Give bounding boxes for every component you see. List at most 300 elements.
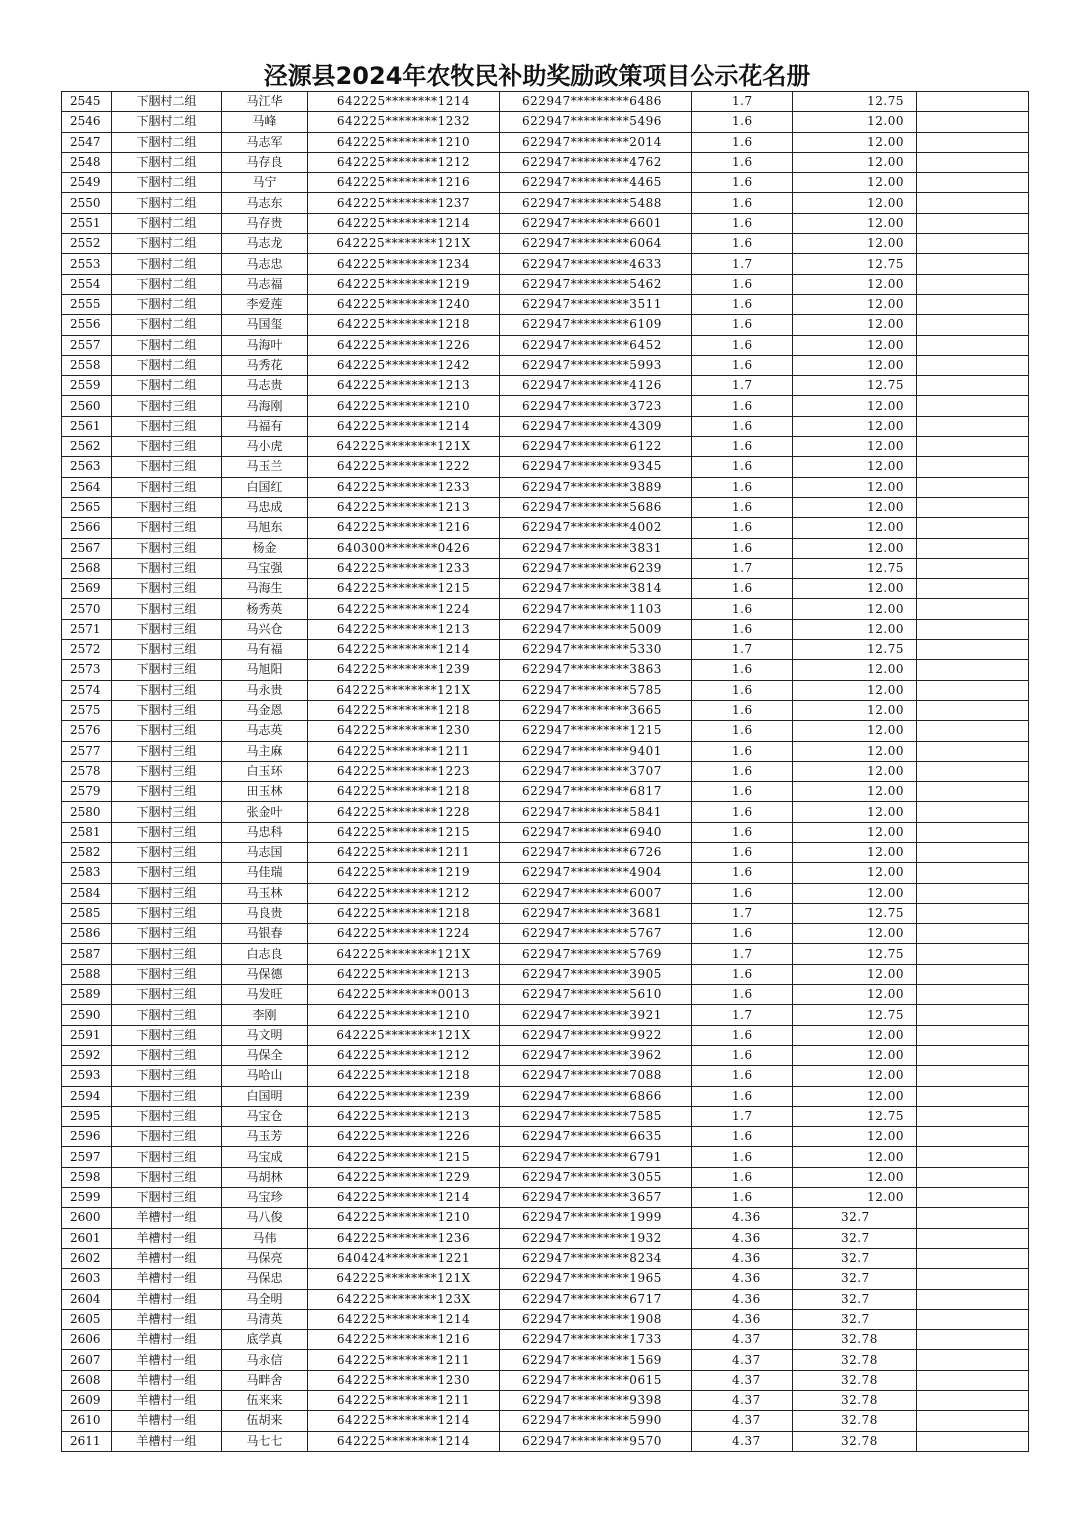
village-group: 下胭村三组 bbox=[112, 782, 222, 802]
area-value: 1.7 bbox=[692, 254, 793, 274]
table-row bbox=[62, 761, 1029, 781]
id-number: 642225********1210 bbox=[308, 1208, 500, 1228]
subsidy-amount: 32.7 bbox=[793, 1228, 917, 1248]
person-name: 马金恩 bbox=[222, 700, 308, 720]
id-number: 642225********1214 bbox=[308, 1411, 500, 1431]
id-number: 642225********1218 bbox=[308, 315, 500, 335]
area-value: 1.6 bbox=[692, 883, 793, 903]
village-group: 下胭村三组 bbox=[112, 761, 222, 781]
subsidy-amount: 12.75 bbox=[793, 254, 917, 274]
subsidy-amount: 12.00 bbox=[793, 234, 917, 254]
area-value: 1.6 bbox=[692, 822, 793, 842]
id-number: 642225********1226 bbox=[308, 335, 500, 355]
row-number: 2569 bbox=[62, 579, 112, 599]
id-number: 642225********1212 bbox=[308, 883, 500, 903]
subsidy-amount: 12.00 bbox=[793, 335, 917, 355]
area-value: 1.6 bbox=[692, 924, 793, 944]
table-row bbox=[62, 1005, 1029, 1025]
account-number: 622947*********3723 bbox=[500, 396, 692, 416]
row-number: 2563 bbox=[62, 457, 112, 477]
id-number: 642225********1233 bbox=[308, 477, 500, 497]
subsidy-amount: 12.00 bbox=[793, 883, 917, 903]
table-row bbox=[62, 416, 1029, 436]
table-row bbox=[62, 376, 1029, 396]
table-row bbox=[62, 1167, 1029, 1187]
village-group: 羊槽村一组 bbox=[112, 1391, 222, 1411]
area-value: 1.6 bbox=[692, 416, 793, 436]
village-group: 下胭村二组 bbox=[112, 335, 222, 355]
person-name: 马志龙 bbox=[222, 234, 308, 254]
area-value: 4.37 bbox=[692, 1350, 793, 1370]
area-value: 1.7 bbox=[692, 944, 793, 964]
village-group: 下胭村三组 bbox=[112, 538, 222, 558]
remark bbox=[917, 1167, 1029, 1187]
remark bbox=[917, 985, 1029, 1005]
subsidy-amount: 12.00 bbox=[793, 599, 917, 619]
account-number: 622947*********6239 bbox=[500, 558, 692, 578]
remark bbox=[917, 761, 1029, 781]
subsidy-amount: 32.7 bbox=[793, 1208, 917, 1228]
remark bbox=[917, 193, 1029, 213]
subsidy-amount: 12.00 bbox=[793, 396, 917, 416]
remark bbox=[917, 660, 1029, 680]
area-value: 1.6 bbox=[692, 863, 793, 883]
person-name: 马宝强 bbox=[222, 558, 308, 578]
row-number: 2556 bbox=[62, 315, 112, 335]
row-number: 2555 bbox=[62, 294, 112, 314]
remark bbox=[917, 863, 1029, 883]
subsidy-amount: 12.00 bbox=[793, 680, 917, 700]
table-row bbox=[62, 1289, 1029, 1309]
person-name: 马畔舍 bbox=[222, 1370, 308, 1390]
id-number: 642225********1212 bbox=[308, 1045, 500, 1065]
id-number: 642225********121X bbox=[308, 234, 500, 254]
row-number: 2591 bbox=[62, 1025, 112, 1045]
subsidy-amount: 12.00 bbox=[793, 924, 917, 944]
table-row bbox=[62, 721, 1029, 741]
id-number: 642225********1215 bbox=[308, 1147, 500, 1167]
area-value: 1.6 bbox=[692, 599, 793, 619]
person-name: 马旭阳 bbox=[222, 660, 308, 680]
subsidy-amount: 12.00 bbox=[793, 1167, 917, 1187]
area-value: 1.6 bbox=[692, 234, 793, 254]
account-number: 622947*********5767 bbox=[500, 924, 692, 944]
remark bbox=[917, 558, 1029, 578]
row-number: 2561 bbox=[62, 416, 112, 436]
area-value: 1.6 bbox=[692, 355, 793, 375]
table-row bbox=[62, 599, 1029, 619]
id-number: 642225********1214 bbox=[308, 92, 500, 112]
area-value: 1.6 bbox=[692, 396, 793, 416]
person-name: 马存贵 bbox=[222, 213, 308, 233]
table-row bbox=[62, 1106, 1029, 1126]
person-name: 白国明 bbox=[222, 1086, 308, 1106]
id-number: 642225********0013 bbox=[308, 985, 500, 1005]
area-value: 1.6 bbox=[692, 1147, 793, 1167]
row-number: 2579 bbox=[62, 782, 112, 802]
village-group: 下胭村三组 bbox=[112, 863, 222, 883]
row-number: 2566 bbox=[62, 518, 112, 538]
area-value: 4.37 bbox=[692, 1370, 793, 1390]
subsidy-amount: 12.00 bbox=[793, 173, 917, 193]
remark bbox=[917, 1370, 1029, 1390]
remark bbox=[917, 1066, 1029, 1086]
id-number: 642225********1214 bbox=[308, 1188, 500, 1208]
account-number: 622947*********6635 bbox=[500, 1127, 692, 1147]
account-number: 622947*********1932 bbox=[500, 1228, 692, 1248]
account-number: 622947*********4465 bbox=[500, 173, 692, 193]
id-number: 642225********1224 bbox=[308, 599, 500, 619]
row-number: 2547 bbox=[62, 132, 112, 152]
id-number: 642225********1232 bbox=[308, 112, 500, 132]
subsidy-amount: 12.00 bbox=[793, 294, 917, 314]
village-group: 下胭村三组 bbox=[112, 721, 222, 741]
village-group: 下胭村二组 bbox=[112, 173, 222, 193]
person-name: 马忠成 bbox=[222, 497, 308, 517]
id-number: 642225********1218 bbox=[308, 903, 500, 923]
subsidy-amount: 12.00 bbox=[793, 802, 917, 822]
village-group: 下胭村三组 bbox=[112, 964, 222, 984]
row-number: 2603 bbox=[62, 1269, 112, 1289]
table-row bbox=[62, 1330, 1029, 1350]
row-number: 2546 bbox=[62, 112, 112, 132]
area-value: 1.7 bbox=[692, 1005, 793, 1025]
account-number: 622947*********5990 bbox=[500, 1411, 692, 1431]
row-number: 2580 bbox=[62, 802, 112, 822]
area-value: 4.36 bbox=[692, 1289, 793, 1309]
remark bbox=[917, 1431, 1029, 1451]
table-row bbox=[62, 193, 1029, 213]
subsidy-amount: 12.00 bbox=[793, 1127, 917, 1147]
village-group: 下胭村三组 bbox=[112, 619, 222, 639]
remark bbox=[917, 1045, 1029, 1065]
village-group: 下胭村二组 bbox=[112, 254, 222, 274]
row-number: 2593 bbox=[62, 1066, 112, 1086]
account-number: 622947*********3831 bbox=[500, 538, 692, 558]
area-value: 4.37 bbox=[692, 1391, 793, 1411]
area-value: 1.6 bbox=[692, 985, 793, 1005]
remark bbox=[917, 964, 1029, 984]
village-group: 下胭村三组 bbox=[112, 579, 222, 599]
remark bbox=[917, 599, 1029, 619]
account-number: 622947*********3511 bbox=[500, 294, 692, 314]
row-number: 2559 bbox=[62, 376, 112, 396]
remark bbox=[917, 92, 1029, 112]
subsidy-amount: 12.00 bbox=[793, 822, 917, 842]
remark bbox=[917, 1330, 1029, 1350]
table-row bbox=[62, 700, 1029, 720]
subsidy-amount: 12.75 bbox=[793, 92, 917, 112]
village-group: 下胭村二组 bbox=[112, 152, 222, 172]
account-number: 622947*********6940 bbox=[500, 822, 692, 842]
remark bbox=[917, 619, 1029, 639]
id-number: 642225********1214 bbox=[308, 1309, 500, 1329]
subsidy-amount: 12.00 bbox=[793, 477, 917, 497]
subsidy-amount: 32.7 bbox=[793, 1289, 917, 1309]
village-group: 羊槽村一组 bbox=[112, 1431, 222, 1451]
area-value: 1.7 bbox=[692, 558, 793, 578]
village-group: 羊槽村一组 bbox=[112, 1370, 222, 1390]
village-group: 下胭村三组 bbox=[112, 944, 222, 964]
person-name: 马福有 bbox=[222, 416, 308, 436]
person-name: 马永信 bbox=[222, 1350, 308, 1370]
account-number: 622947*********3814 bbox=[500, 579, 692, 599]
table-row bbox=[62, 822, 1029, 842]
account-number: 622947*********3681 bbox=[500, 903, 692, 923]
area-value: 1.6 bbox=[692, 335, 793, 355]
table-row bbox=[62, 1309, 1029, 1329]
area-value: 1.6 bbox=[692, 842, 793, 862]
remark bbox=[917, 376, 1029, 396]
account-number: 622947*********6486 bbox=[500, 92, 692, 112]
table-row bbox=[62, 1045, 1029, 1065]
subsidy-amount: 12.75 bbox=[793, 1106, 917, 1126]
row-number: 2568 bbox=[62, 558, 112, 578]
person-name: 马宝珍 bbox=[222, 1188, 308, 1208]
table-row bbox=[62, 497, 1029, 517]
account-number: 622947*********4904 bbox=[500, 863, 692, 883]
subsidy-amount: 12.00 bbox=[793, 437, 917, 457]
remark bbox=[917, 234, 1029, 254]
id-number: 642225********1214 bbox=[308, 1431, 500, 1451]
subsidy-amount: 12.75 bbox=[793, 640, 917, 660]
subsidy-amount: 12.00 bbox=[793, 964, 917, 984]
row-number: 2590 bbox=[62, 1005, 112, 1025]
subsidy-amount: 32.78 bbox=[793, 1330, 917, 1350]
table-row bbox=[62, 680, 1029, 700]
subsidy-amount: 12.00 bbox=[793, 619, 917, 639]
area-value: 1.6 bbox=[692, 782, 793, 802]
row-number: 2588 bbox=[62, 964, 112, 984]
person-name: 马永贵 bbox=[222, 680, 308, 700]
row-number: 2584 bbox=[62, 883, 112, 903]
row-number: 2601 bbox=[62, 1228, 112, 1248]
remark bbox=[917, 355, 1029, 375]
remark bbox=[917, 294, 1029, 314]
village-group: 下胭村三组 bbox=[112, 1086, 222, 1106]
table-row bbox=[62, 903, 1029, 923]
account-number: 622947*********5686 bbox=[500, 497, 692, 517]
id-number: 642225********1237 bbox=[308, 193, 500, 213]
village-group: 下胭村三组 bbox=[112, 680, 222, 700]
account-number: 622947*********3707 bbox=[500, 761, 692, 781]
area-value: 1.6 bbox=[692, 477, 793, 497]
area-value: 4.37 bbox=[692, 1431, 793, 1451]
roster-table bbox=[61, 91, 1029, 1452]
area-value: 1.6 bbox=[692, 112, 793, 132]
account-number: 622947*********1569 bbox=[500, 1350, 692, 1370]
table-row bbox=[62, 782, 1029, 802]
subsidy-amount: 12.00 bbox=[793, 985, 917, 1005]
village-group: 下胭村三组 bbox=[112, 985, 222, 1005]
id-number: 642225********1229 bbox=[308, 1167, 500, 1187]
row-number: 2554 bbox=[62, 274, 112, 294]
area-value: 4.36 bbox=[692, 1248, 793, 1268]
village-group: 下胭村三组 bbox=[112, 1188, 222, 1208]
table-row bbox=[62, 1228, 1029, 1248]
subsidy-amount: 12.00 bbox=[793, 1147, 917, 1167]
table-row bbox=[62, 1248, 1029, 1268]
id-number: 642225********1213 bbox=[308, 964, 500, 984]
area-value: 1.6 bbox=[692, 213, 793, 233]
village-group: 下胭村三组 bbox=[112, 741, 222, 761]
village-group: 下胭村三组 bbox=[112, 700, 222, 720]
person-name: 张金叶 bbox=[222, 802, 308, 822]
village-group: 下胭村二组 bbox=[112, 213, 222, 233]
account-number: 622947*********6109 bbox=[500, 315, 692, 335]
person-name: 马文明 bbox=[222, 1025, 308, 1045]
row-number: 2574 bbox=[62, 680, 112, 700]
id-number: 642225********1213 bbox=[308, 1106, 500, 1126]
person-name: 马主麻 bbox=[222, 741, 308, 761]
subsidy-amount: 12.00 bbox=[793, 700, 917, 720]
subsidy-amount: 12.00 bbox=[793, 741, 917, 761]
person-name: 马发旺 bbox=[222, 985, 308, 1005]
area-value: 1.6 bbox=[692, 1086, 793, 1106]
person-name: 马志英 bbox=[222, 721, 308, 741]
row-number: 2545 bbox=[62, 92, 112, 112]
id-number: 642225********123X bbox=[308, 1289, 500, 1309]
table-row bbox=[62, 579, 1029, 599]
id-number: 640424********1221 bbox=[308, 1248, 500, 1268]
area-value: 1.6 bbox=[692, 1066, 793, 1086]
area-value: 1.7 bbox=[692, 903, 793, 923]
account-number: 622947*********5785 bbox=[500, 680, 692, 700]
account-number: 622947*********5488 bbox=[500, 193, 692, 213]
area-value: 1.7 bbox=[692, 1106, 793, 1126]
village-group: 下胭村二组 bbox=[112, 92, 222, 112]
remark bbox=[917, 132, 1029, 152]
table-row bbox=[62, 863, 1029, 883]
subsidy-amount: 12.75 bbox=[793, 1005, 917, 1025]
subsidy-amount: 32.78 bbox=[793, 1391, 917, 1411]
village-group: 下胭村三组 bbox=[112, 1005, 222, 1025]
row-number: 2550 bbox=[62, 193, 112, 213]
account-number: 622947*********4002 bbox=[500, 518, 692, 538]
subsidy-amount: 12.00 bbox=[793, 761, 917, 781]
village-group: 下胭村三组 bbox=[112, 883, 222, 903]
id-number: 642225********1211 bbox=[308, 741, 500, 761]
area-value: 1.6 bbox=[692, 700, 793, 720]
village-group: 下胭村三组 bbox=[112, 396, 222, 416]
area-value: 1.6 bbox=[692, 193, 793, 213]
remark bbox=[917, 1005, 1029, 1025]
row-number: 2577 bbox=[62, 741, 112, 761]
id-number: 642225********1218 bbox=[308, 782, 500, 802]
row-number: 2549 bbox=[62, 173, 112, 193]
remark bbox=[917, 1350, 1029, 1370]
row-number: 2609 bbox=[62, 1391, 112, 1411]
village-group: 下胭村二组 bbox=[112, 315, 222, 335]
remark bbox=[917, 782, 1029, 802]
row-number: 2607 bbox=[62, 1350, 112, 1370]
remark bbox=[917, 437, 1029, 457]
row-number: 2583 bbox=[62, 863, 112, 883]
table-row bbox=[62, 1370, 1029, 1390]
person-name: 马七七 bbox=[222, 1431, 308, 1451]
table-row bbox=[62, 538, 1029, 558]
id-number: 642225********1234 bbox=[308, 254, 500, 274]
row-number: 2581 bbox=[62, 822, 112, 842]
account-number: 622947*********3055 bbox=[500, 1167, 692, 1187]
table-row bbox=[62, 1127, 1029, 1147]
person-name: 白玉环 bbox=[222, 761, 308, 781]
id-number: 642225********1211 bbox=[308, 1350, 500, 1370]
person-name: 伍胡来 bbox=[222, 1411, 308, 1431]
table-row bbox=[62, 315, 1029, 335]
person-name: 杨秀英 bbox=[222, 599, 308, 619]
area-value: 1.6 bbox=[692, 274, 793, 294]
id-number: 642225********1214 bbox=[308, 640, 500, 660]
row-number: 2560 bbox=[62, 396, 112, 416]
table-row bbox=[62, 274, 1029, 294]
account-number: 622947*********6601 bbox=[500, 213, 692, 233]
table-row bbox=[62, 1391, 1029, 1411]
remark bbox=[917, 1127, 1029, 1147]
remark bbox=[917, 579, 1029, 599]
row-number: 2572 bbox=[62, 640, 112, 660]
area-value: 1.6 bbox=[692, 518, 793, 538]
person-name: 马保亮 bbox=[222, 1248, 308, 1268]
village-group: 下胭村三组 bbox=[112, 437, 222, 457]
person-name: 杨金 bbox=[222, 538, 308, 558]
account-number: 622947*********9401 bbox=[500, 741, 692, 761]
account-number: 622947*********6726 bbox=[500, 842, 692, 862]
account-number: 622947*********1999 bbox=[500, 1208, 692, 1228]
remark bbox=[917, 477, 1029, 497]
account-number: 622947*********1103 bbox=[500, 599, 692, 619]
area-value: 1.6 bbox=[692, 964, 793, 984]
village-group: 羊槽村一组 bbox=[112, 1269, 222, 1289]
remark bbox=[917, 802, 1029, 822]
subsidy-amount: 12.00 bbox=[793, 193, 917, 213]
person-name: 田玉林 bbox=[222, 782, 308, 802]
subsidy-amount: 12.00 bbox=[793, 112, 917, 132]
id-number: 642225********121X bbox=[308, 437, 500, 457]
area-value: 1.6 bbox=[692, 721, 793, 741]
account-number: 622947*********9345 bbox=[500, 457, 692, 477]
row-number: 2571 bbox=[62, 619, 112, 639]
area-value: 1.6 bbox=[692, 680, 793, 700]
table-row bbox=[62, 294, 1029, 314]
id-number: 642225********1239 bbox=[308, 1086, 500, 1106]
village-group: 羊槽村一组 bbox=[112, 1309, 222, 1329]
remark bbox=[917, 741, 1029, 761]
village-group: 羊槽村一组 bbox=[112, 1330, 222, 1350]
subsidy-amount: 32.7 bbox=[793, 1309, 917, 1329]
row-number: 2600 bbox=[62, 1208, 112, 1228]
id-number: 642225********1215 bbox=[308, 579, 500, 599]
row-number: 2592 bbox=[62, 1045, 112, 1065]
table-row bbox=[62, 1350, 1029, 1370]
village-group: 下胭村三组 bbox=[112, 822, 222, 842]
table-row bbox=[62, 640, 1029, 660]
id-number: 642225********1218 bbox=[308, 1066, 500, 1086]
account-number: 622947*********6452 bbox=[500, 335, 692, 355]
subsidy-amount: 32.78 bbox=[793, 1350, 917, 1370]
row-number: 2599 bbox=[62, 1188, 112, 1208]
person-name: 马玉兰 bbox=[222, 457, 308, 477]
village-group: 下胭村三组 bbox=[112, 457, 222, 477]
remark bbox=[917, 518, 1029, 538]
person-name: 马伟 bbox=[222, 1228, 308, 1248]
subsidy-amount: 32.78 bbox=[793, 1370, 917, 1390]
subsidy-amount: 12.00 bbox=[793, 1045, 917, 1065]
area-value: 1.7 bbox=[692, 92, 793, 112]
village-group: 下胭村二组 bbox=[112, 234, 222, 254]
id-number: 642225********121X bbox=[308, 680, 500, 700]
area-value: 1.6 bbox=[692, 1167, 793, 1187]
